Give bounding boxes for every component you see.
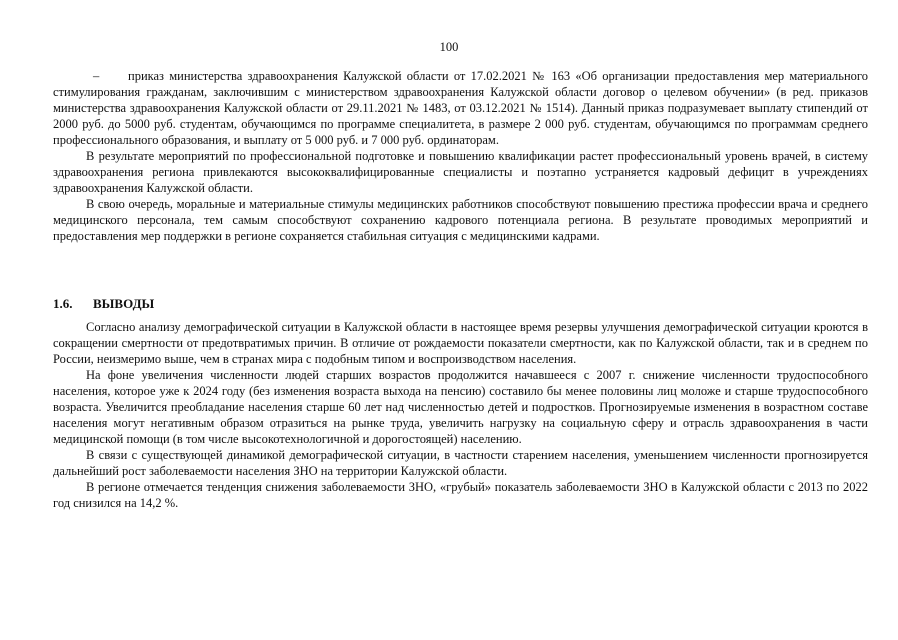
page-number: 100 (439, 40, 459, 54)
paragraph-aging-population: На фоне увеличения численности людей старших возрастов продолжится начавшееся с 2007 г. снижение численности трудоспособного населения, которое уже к 2024 году (без изменения возраста выхода на пенсию) составило бы менее половины лиц моложе и старше трудоспособного возраста. Увеличится преобладание населения старше 60 лет над численностью детей и подростков. Прогнозируемые изменения в возрастном составе населения могут негативным образом отразиться на рынке труда, увеличить нагрузку на социальную сферу и отрасль здравоохранения в части медицинской помощи (в том числе высокотехнологичной и дорогостоящей) населению. (53, 368, 868, 446)
order-list-item (53, 68, 868, 148)
order-list-item-text: приказ министерства здравоохранения Калужской области от 17.02.2021 № 163 «Об организации предоставления мер материального стимулирования гражданам, заключившим с министерством здравоохранения Калужской области договор о целевом обучении» (в ред. приказов министерства здравоохранения Калужской области от 29.11.2021 № 1483, от 03.12.2021 № 1514). Данный приказ подразумевает выплату стипендий от 2000 руб. до 5000 руб. студентам, обучающимся по программе специалитета, в размере 2 000 руб. студентам, обучающимся по программам среднего профессионального образования, и выплату от 5 000 руб. и 7 000 руб. ординаторам. (53, 69, 868, 147)
list-dash: – (93, 69, 100, 83)
conclusions-text-block (53, 319, 868, 511)
section-heading (53, 296, 868, 312)
intro-text-block (53, 68, 868, 244)
paragraph-cancer-trend: В регионе отмечается тенденция снижения заболеваемости ЗНО, «грубый» показатель заболеваемости ЗНО в Калужской области с 2013 по 2022 год снизился на 14,2 %. (53, 480, 868, 510)
paragraph-cancer-forecast: В связи с существующей динамикой демографической ситуации, в частности старением населения, уменьшением численности прогнозируется дальнейший рост заболеваемости населения ЗНО на территории Калужской области. (53, 448, 868, 478)
paragraph-training-results: В результате мероприятий по профессиональной подготовке и повышению квалификации растет профессиональный уровень врачей, в систему здравоохранения региона привлекаются высококвалифицированные специалисты и поэтапно устраняется кадровый дефицит в учреждениях здравоохранения Калужской области. (53, 149, 868, 195)
section-number: 1.6. (53, 296, 73, 311)
section-title: ВЫВОДЫ (93, 296, 155, 311)
paragraph-demographic-analysis: Согласно анализу демографической ситуации в Калужской области в настоящее время резервы улучшения демографической ситуации кроются в сокращении смертности от предотвратимых причин. В отличие от рождаемости показатели смертности, как по Калужской области, так и в среднем по России, неизмеримо выше, чем в странах мира с подобным типом и воспроизводством населения. (53, 320, 868, 366)
paragraph-staff-incentives: В свою очередь, моральные и материальные стимулы медицинских работников способствуют повышению престижа профессии врача и среднего медицинского персонала, тем самым способствуют сохранению кадрового потенциала региона. В результате проводимых мероприятий и предоставления мер поддержки в регионе сохраняется стабильная ситуация с медицинскими кадрами. (53, 197, 868, 243)
